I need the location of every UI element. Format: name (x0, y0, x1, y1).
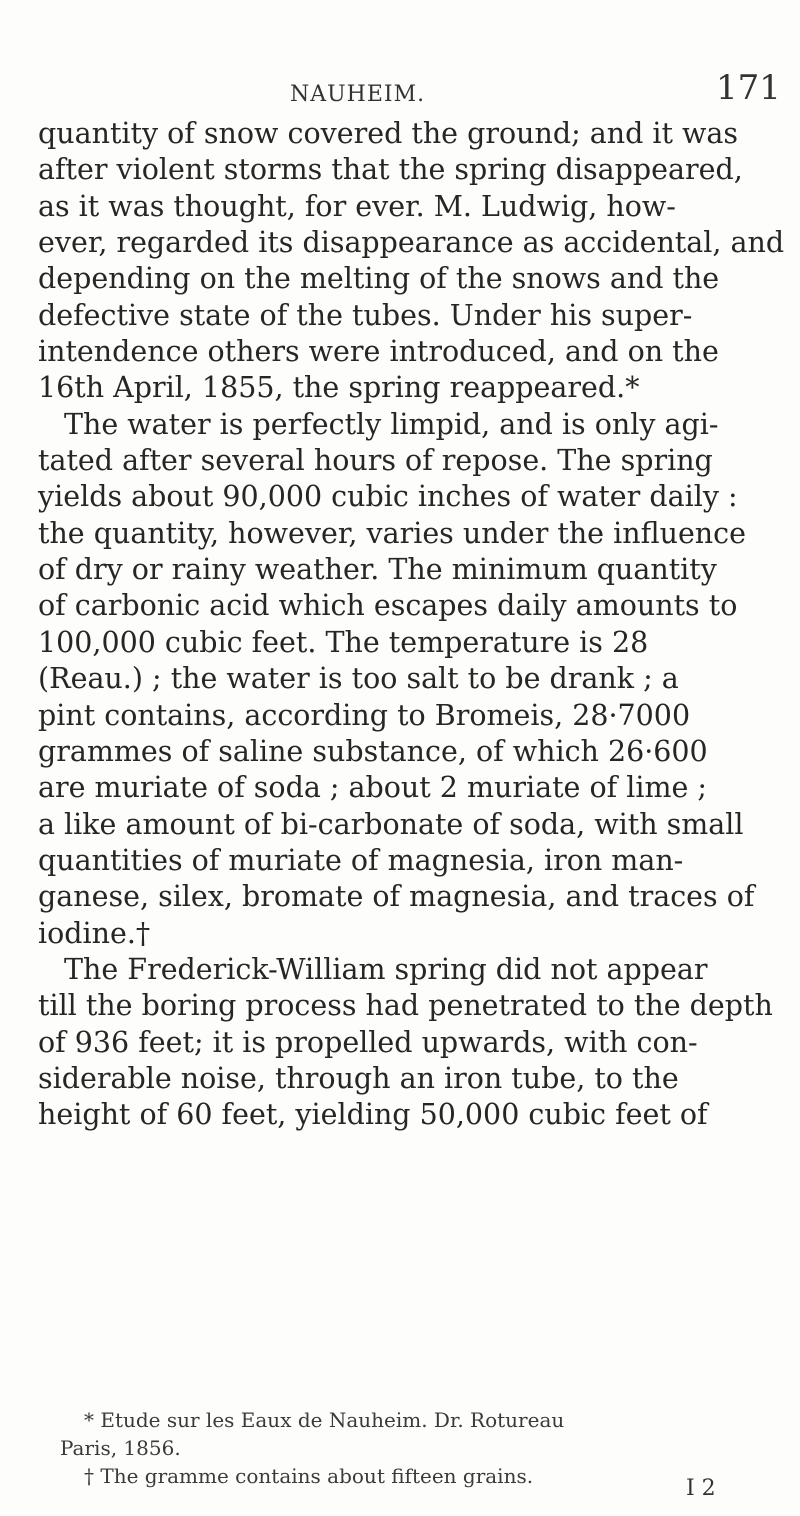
text-line: tated after several hours of repose. The spring (38, 444, 713, 478)
footnote-line: † The gramme contains about fifteen grains. (84, 1464, 534, 1488)
footnotes (60, 1406, 760, 1490)
text-line: siderable noise, through an iron tube, to the (38, 1061, 679, 1095)
body-text (38, 116, 785, 1134)
footnote-line: * Etude sur les Eaux de Nauheim. Dr. Rotureau (84, 1408, 565, 1432)
text-line: of 936 feet; it is propelled upwards, with con- (38, 1025, 698, 1059)
text-line: as it was thought, for ever. M. Ludwig, how- (38, 189, 676, 223)
text-line: (Reau.) ; the water is too salt to be drank ; a (38, 662, 679, 696)
text-line: pint contains, according to Bromeis, 28·7000 (38, 698, 691, 732)
text-line: a like amount of bi-carbonate of soda, with small (38, 807, 744, 841)
text-line: The water is perfectly limpid, and is only agi- (64, 407, 719, 441)
text-line: 16th April, 1855, the spring reappeared.* (38, 371, 640, 405)
text-line: of dry or rainy weather. The minimum quantity (38, 553, 717, 587)
text-line: grammes of saline substance, of which 26·600 (38, 734, 708, 768)
running-header: NAUHEIM. (290, 82, 426, 107)
text-line: after violent storms that the spring disappeared, (38, 153, 743, 187)
text-line: quantities of muriate of magnesia, iron man- (38, 843, 684, 877)
text-line: iodine.† (38, 916, 151, 950)
text-line: depending on the melting of the snows and the (38, 262, 720, 296)
page-number: 171 (716, 68, 781, 108)
text-line: the quantity, however, varies under the influence (38, 516, 746, 550)
text-line: are muriate of soda ; about 2 muriate of lime ; (38, 771, 708, 805)
text-line: defective state of the tubes. Under his super- (38, 298, 693, 332)
footnote-line: Paris, 1856. (60, 1436, 181, 1460)
text-line: ever, regarded its disappearance as accidental, and (38, 226, 785, 260)
text-line: of carbonic acid which escapes daily amounts to (38, 589, 738, 623)
text-line: 100,000 cubic feet. The temperature is 28 (38, 625, 649, 659)
text-line: quantity of snow covered the ground; and it was (38, 117, 739, 150)
text-line: ganese, silex, bromate of magnesia, and traces of (38, 880, 755, 914)
text-line: till the boring process had penetrated to the depth (38, 989, 773, 1023)
text-line: The Frederick-William spring did not appear (64, 952, 708, 986)
text-line: intendence others were introduced, and on the (38, 335, 719, 369)
text-line: height of 60 feet, yielding 50,000 cubic feet of (38, 1098, 708, 1132)
signature-mark: I 2 (686, 1476, 716, 1501)
text-line: yields about 90,000 cubic inches of water daily : (38, 480, 738, 514)
